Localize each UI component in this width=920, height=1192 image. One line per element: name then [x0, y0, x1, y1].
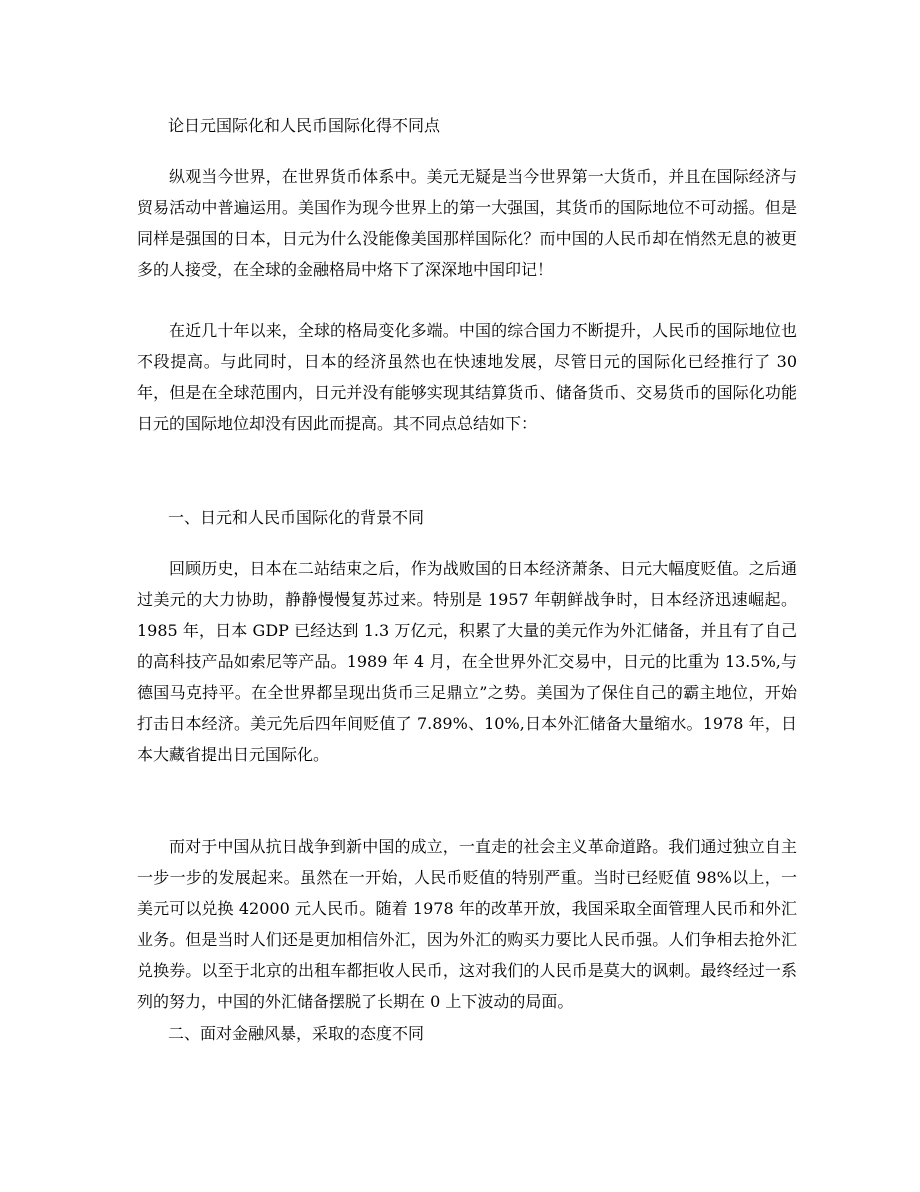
section-heading-1: 一、日元和人民币国际化的背景不同	[168, 508, 425, 527]
paragraph-intro: 纵观当今世界，在世界货币体系中。美元无疑是当今世界第一大货币，并且在国际经济与贸易活动中普遍运用。美国作为现今世界上的第一大强国，其货币的国际地位不可动摇。但是同样是强国的日本，日元为什么没能像美国那样国际化？而中国的人民币却在悄然无息的被更多的人接受，在全球的金融格局中烙下了深深地中国印记！	[137, 167, 797, 279]
section-heading-2: 二、面对金融风暴，采取的态度不同	[168, 1024, 425, 1043]
document-title: 论日元国际化和人民币国际化得不同点	[168, 116, 441, 135]
paragraph-japan-history: 回顾历史，日本在二站结束之后，作为战败国的日本经济萧条、日元大幅度贬值。之后通过美元的大力协助，静静慢慢复苏过来。特别是 1957 年朝鲜战争时，日本经济迅速崛起。1985 年，日本 GDP 已经达到 1.3 万亿元，积累了大量的美元作为外汇储备，并且有了自己的高科技产品如索尼等产品。1989 年 4 月，在全世界外汇交易中，日元的比重为 13.5%,与德国马克持平。在全世界都呈现出货币三足鼎立”之势。美国为了保住自己的霸主地位，开始打击日本经济。美元先后四年间贬值了 7.89%、10%,日本外汇储备大量缩水。1978 年，日本大藏省提出日元国际化。	[137, 559, 797, 764]
paragraph-china-history: 而对于中国从抗日战争到新中国的成立，一直走的社会主义革命道路。我们通过独立自主一步一步的发展起来。虽然在一开始，人民币贬值的特别严重。当时已经贬值 98%以上，一美元可以兑换 42000 元人民币。随着 1978 年的改革开放，我国采取全面管理人民币和外汇业务。但是当时人们还是更加相信外汇，因为外汇的购买力要比人民币强。人们争相去抢外汇兑换券。以至于北京的出租车都拒收人民币，这对我们的人民币是莫大的讽刺。最终经过一系列的努力，中国的外汇储备摆脱了长期在 0 上下波动的局面。	[137, 837, 797, 1011]
paragraph-overview: 在近几十年以来，全球的格局变化多端。中国的综合国力不断提升，人民币的国际地位也不段提高。与此同时，日本的经济虽然也在快速地发展，尽管日元的国际化已经推行了 30 年，但是在全球范围内，日元并没有能够实现其结算货币、储备货币、交易货币的国际化功能日元的国际地位却没有因此而提高。其不同点总结如下：	[137, 321, 797, 433]
